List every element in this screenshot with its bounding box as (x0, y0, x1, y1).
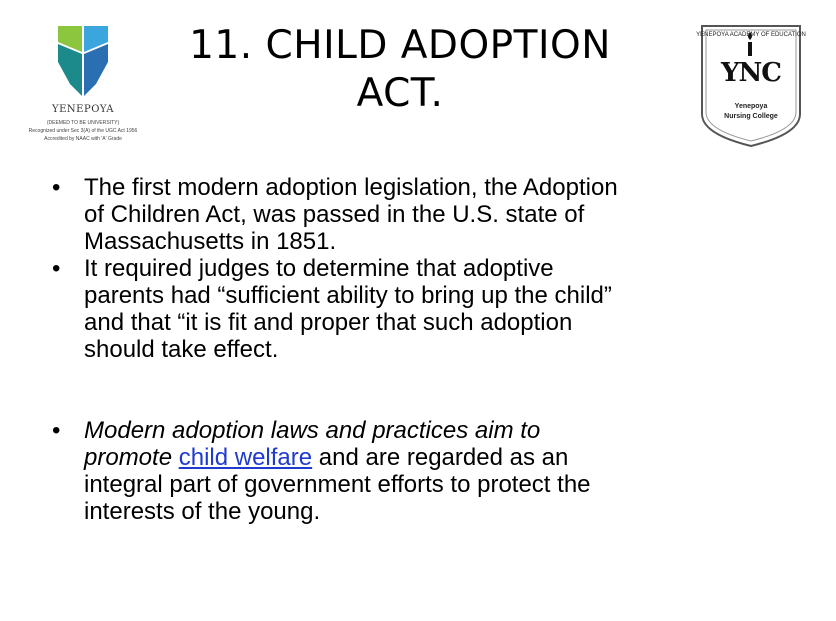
crest-name-line-2: Nursing College (724, 113, 778, 120)
bullet-item (52, 417, 792, 525)
bullet-item (52, 174, 792, 255)
title-line-1: 11. CHILD ADOPTION (189, 23, 611, 68)
crest-monogram: YNC (720, 58, 782, 88)
bullet-item (52, 255, 792, 363)
crest-top-caption: YENEPOYA ACADEMY OF EDUCATION (696, 32, 806, 38)
logo-recognized-text: Recognized under Sec 3(A) of the UGC Act 1956 (28, 128, 138, 134)
bullet-dot: • (52, 417, 61, 444)
bullet-line: interests of the young. (84, 498, 321, 525)
bullet-line: and that “it is fit and proper that such adoption (84, 309, 573, 336)
logo-accredited-text: Accredited by NAAC with 'A' Grade (44, 136, 122, 142)
slide-body (52, 174, 792, 525)
title-line-2: ACT. (356, 71, 444, 116)
bullet-line: It required judges to determine that adoptive (84, 255, 554, 282)
slide-title (145, 22, 655, 118)
bullet-line: Modern adoption laws and practices aim to (84, 417, 541, 444)
bullet-line: should take effect. (84, 336, 279, 363)
bullet-line: integral part of government efforts to protect the (84, 471, 591, 498)
bullet-dot: • (52, 255, 61, 282)
logo-deemed-text: (DEEMED TO BE UNIVERSITY) (46, 120, 120, 126)
bullet-italic-text: promote (84, 444, 173, 471)
leaf-emblem-icon (52, 22, 114, 102)
bullet-line: The first modern adoption legislation, the Adoption (84, 174, 618, 201)
bullet-line (84, 444, 792, 471)
logo-brand-text: YENEPOYA (52, 104, 114, 115)
bullet-dot: • (52, 174, 61, 201)
bullet-line: parents had “sufficient ability to bring up the child” (84, 282, 612, 309)
crest-name-line-1: Yenepoya (734, 103, 768, 110)
spacer (52, 363, 792, 417)
yenepoya-nursing-college-logo (696, 22, 806, 150)
yenepoya-university-logo (24, 20, 142, 156)
bullet-text: and are regarded as an (312, 444, 569, 471)
bullet-line: Massachusetts in 1851. (84, 228, 337, 255)
child-welfare-link[interactable]: child welfare (178, 444, 313, 471)
bullet-line: of Children Act, was passed in the U.S. state of (84, 201, 585, 228)
